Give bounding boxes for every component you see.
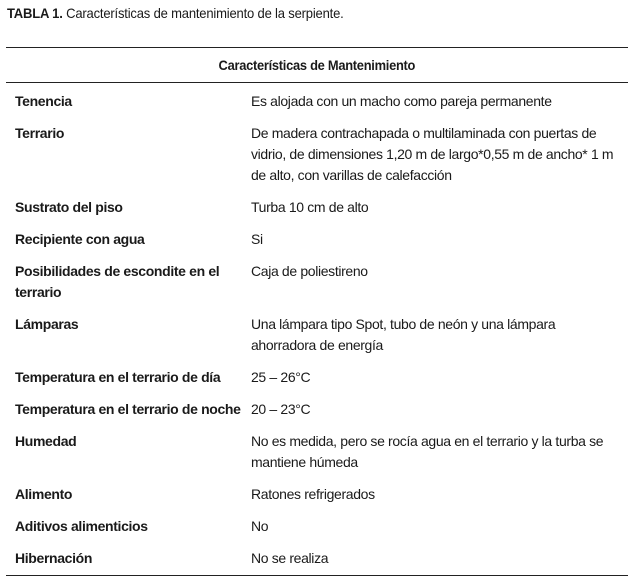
maintenance-table-container <box>6 47 628 576</box>
row-value: No <box>251 518 269 534</box>
row-value: No es medida, pero se rocía agua en el terrario y la turba se mantiene húmeda <box>251 433 604 470</box>
caption-label: TABLA 1. <box>7 5 63 21</box>
row-key: Terrario <box>15 125 65 141</box>
table-header-row <box>6 48 628 83</box>
row-value: De madera contrachapada o multilaminada con puertas de vidrio, de dimensiones 1,20 m de largo*0,55 m de ancho* 1 m de alto, con varillas de calefacción <box>251 125 614 183</box>
table-header-text: Características de Mantenimiento <box>218 57 416 73</box>
table-row <box>6 425 628 478</box>
maintenance-table <box>6 47 628 576</box>
row-key: Temperatura en el terrario de noche <box>15 401 241 417</box>
row-value: Si <box>251 231 263 247</box>
row-key: Hibernación <box>6 542 242 576</box>
row-value: No se realiza <box>242 542 628 576</box>
table-row <box>6 191 628 223</box>
table-row <box>6 255 628 308</box>
caption-text: Características de mantenimiento de la serpiente. <box>66 5 344 21</box>
row-key: Recipiente con agua <box>15 231 145 247</box>
row-value: Caja de poliestireno <box>251 263 368 279</box>
row-value: 20 – 23°C <box>251 401 311 417</box>
row-value: Turba 10 cm de alto <box>251 199 369 215</box>
table-row <box>6 223 628 255</box>
table-row <box>6 117 628 191</box>
row-value: Una lámpara tipo Spot, tubo de neón y una lámpara ahorradora de energía <box>251 316 556 353</box>
row-key: Humedad <box>15 433 77 449</box>
table-row <box>6 308 628 361</box>
row-key: Aditivos alimenticios <box>15 518 148 534</box>
table-row <box>6 510 628 542</box>
table-row <box>6 478 628 510</box>
table-row <box>6 83 628 118</box>
row-key: Sustrato del piso <box>15 199 123 215</box>
table-row <box>6 361 628 393</box>
table-row <box>6 542 628 576</box>
row-value: Es alojada con un macho como pareja permanente <box>251 93 552 109</box>
table-header <box>6 48 628 83</box>
row-key: Lámparas <box>15 316 79 332</box>
row-key: Alimento <box>15 486 73 502</box>
row-value: Ratones refrigerados <box>251 486 375 502</box>
row-key: Posibilidades de escondite en el terrario <box>15 263 220 300</box>
table-row <box>6 393 628 425</box>
row-key: Temperatura en el terrario de día <box>15 369 221 385</box>
table-caption <box>7 5 344 21</box>
row-value: 25 – 26°C <box>251 369 311 385</box>
row-key: Tenencia <box>15 93 72 109</box>
